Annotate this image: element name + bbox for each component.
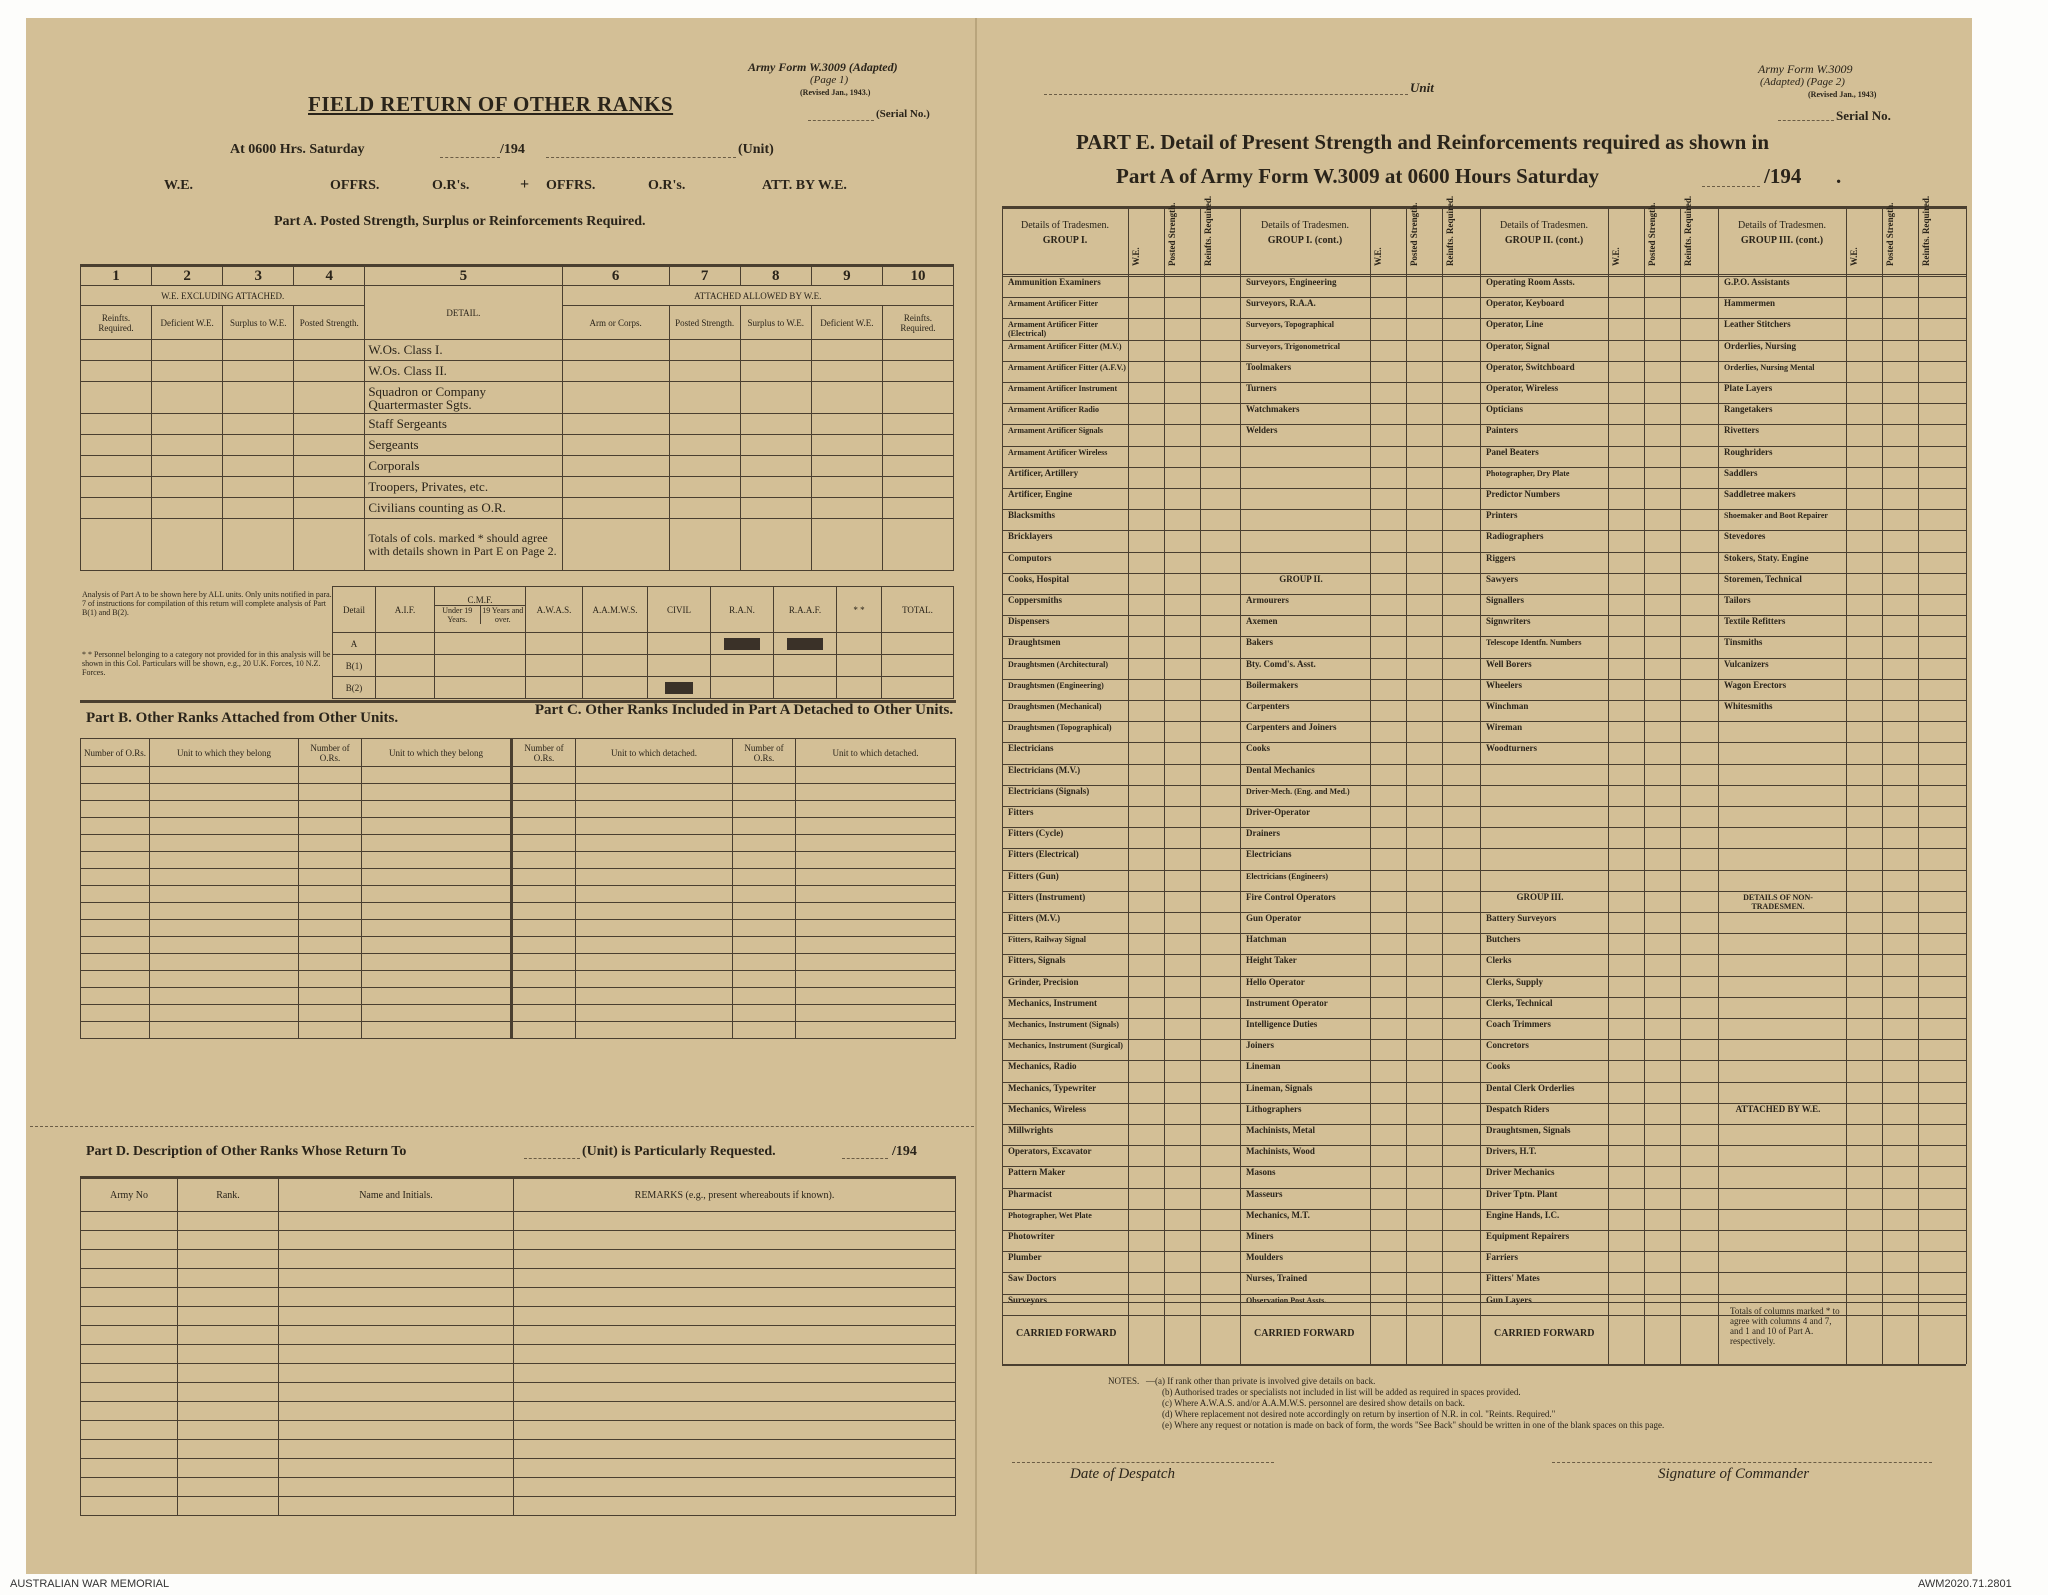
part-e-year: /194 [1764, 164, 1802, 188]
trade-row: Rivetters [1724, 425, 1759, 436]
detail-row: W.Os. Class II. [81, 361, 954, 382]
trade-row: Tinsmiths [1724, 637, 1763, 648]
trade-row: Plate Layers [1724, 383, 1773, 393]
group-header: Details of Tradesmen. GROUP II. (cont.) [1499, 220, 1589, 246]
trade-row: Armament Artificer Signals [1008, 426, 1103, 436]
group-label: ATTACHED BY W.E. [1735, 1103, 1821, 1114]
trade-row: Driver Tptn. Plant [1486, 1188, 1558, 1199]
totals-note: Totals of columns marked * to agree with columns 4 and 7, and 1 and 10 of Part A. respectively. [1730, 1306, 1840, 1346]
detail-row: Civilians counting as O.R. [81, 498, 954, 519]
trade-row: Drivers, H.T. [1486, 1146, 1537, 1157]
sub-header: Posted Strength. [1167, 202, 1177, 266]
offrs-label-2: OFFRS. [546, 178, 596, 193]
trade-row: Nurses, Trained [1246, 1273, 1308, 1284]
trade-row: Lineman [1246, 1061, 1281, 1072]
trade-row: Electricians (M.V.) [1008, 764, 1081, 775]
trade-row: Joiners [1246, 1040, 1274, 1051]
trade-row: Plumber [1008, 1252, 1042, 1263]
trade-row: Operator, Keyboard [1486, 298, 1565, 309]
trade-row: Wheelers [1486, 679, 1522, 690]
trade-row: Masons [1246, 1167, 1276, 1178]
carried-forward-3: CARRIED FORWARD [1494, 1328, 1595, 1339]
trade-row: Fitters (M.V.) [1008, 913, 1061, 923]
analysis-note: Analysis of Part A to be shown here by ALL units. Only units notified in para. 7 of instructions for compilation of this return will complete analysis of Part B(1) and B(2). [82, 590, 332, 617]
trade-row: Surveyors, Topographical [1246, 320, 1335, 330]
trade-row: Electricians (Signals) [1008, 785, 1090, 796]
trade-row: Stokers, Staty. Engine [1724, 552, 1809, 563]
trade-row: Machinists, Wood [1246, 1146, 1315, 1157]
analysis-table: Detail A.I.F. C.M.F. Under 19 Years. 19 Years and over. A.W.A.S. A.A.M.W.S. CIVIL R.A.N. R.A.A.F. * * TOTAL. A B(1) B(2) [332, 586, 954, 699]
trade-row: Carpenters and Joiners [1246, 722, 1337, 733]
trade-row: Clerks, Technical [1486, 997, 1553, 1008]
notes-label: NOTES. [1108, 1376, 1140, 1386]
sub-header: Posted Strength. [1647, 202, 1657, 266]
trade-row: Turners [1246, 383, 1277, 393]
trade-row: Hatchman [1246, 934, 1287, 945]
part-b-title: Part B. Other Ranks Attached from Other Units. [86, 710, 399, 726]
trade-row: Farriers [1486, 1252, 1518, 1263]
trade-row: Drainers [1246, 828, 1280, 839]
trade-row: Height Taker [1246, 955, 1297, 966]
form-id-p2: Army Form W.3009 [1758, 62, 1853, 76]
trade-row: Armourers [1246, 595, 1289, 605]
carried-forward-1: CARRIED FORWARD [1016, 1328, 1117, 1339]
trade-row: Saddletree makers [1724, 489, 1796, 499]
trade-row: Draughtsmen (Architectural) [1008, 659, 1109, 669]
trade-row: Axemen [1246, 616, 1278, 627]
detail-row: Corporals [81, 456, 954, 477]
trade-row: Radiographers [1486, 531, 1544, 542]
sub-header: W.E. [1611, 247, 1621, 266]
carried-forward-2: CARRIED FORWARD [1254, 1328, 1355, 1339]
trade-row: Bricklayers [1008, 531, 1053, 542]
trade-row: Winchman [1486, 701, 1529, 711]
part-d-mid: (Unit) is Particularly Requested. [582, 1144, 776, 1159]
serial-label: (Serial No.) [876, 108, 930, 120]
group-label: GROUP III. [1516, 891, 1564, 902]
trade-row: Sawyers [1486, 573, 1518, 584]
trade-row: Toolmakers [1246, 361, 1292, 372]
trade-row: Lineman, Signals [1246, 1082, 1313, 1093]
redaction-block [665, 682, 693, 694]
trade-row: Signallers [1486, 595, 1525, 605]
sub-header: Reinfts. Required. [1203, 195, 1213, 266]
trade-row: Miners [1246, 1231, 1274, 1241]
trade-row: Gun Operator [1246, 913, 1302, 923]
part-d-table: Army No Rank. Name and Initials. REMARKS (e.g., present whereabouts if known). [80, 1176, 956, 1516]
trade-row: Armament Artificer Fitter (Electrical) [1008, 320, 1098, 339]
trade-row: Cooks [1246, 743, 1271, 754]
we-label: W.E. [164, 178, 194, 193]
ors-label-1: O.R's. [432, 178, 470, 193]
footer-left: AUSTRALIAN WAR MEMORIAL [10, 1578, 170, 1590]
detail-row: Squadron or Company Quartermaster Sgts. [81, 382, 954, 414]
trade-row: Gun Layers [1486, 1294, 1532, 1305]
trade-row: Carpenters [1246, 701, 1290, 711]
trade-row: Bty. Comd's. Asst. [1246, 658, 1316, 669]
trade-row: Printers [1486, 510, 1518, 521]
trade-row: Fitters (Cycle) [1008, 828, 1064, 839]
trade-row: Saddlers [1724, 467, 1758, 478]
trade-row: Fitters [1008, 807, 1034, 817]
trade-row: Dispensers [1008, 616, 1050, 627]
trade-row: Fire Control Operators [1246, 891, 1336, 902]
sub-header: Reinfts. Required. [1445, 195, 1455, 266]
trade-row: Armament Artificer Fitter (A.F.V.) [1008, 362, 1126, 372]
detail-row: Staff Sergeants [81, 414, 954, 435]
part-d-title: Part D. Description of Other Ranks Whose Return To [86, 1144, 407, 1159]
revised-label-p2: (Revised Jan., 1943) [1808, 90, 1877, 99]
redaction-block [724, 638, 760, 650]
trade-row: Riggers [1486, 552, 1516, 563]
analysis-note-2: * * Personnel belonging to a category not provided for in this analysis will be shown in this Col. Particulars will be shown, e.g., 20 U.K. Forces, 10 N.Z. Forces. [82, 650, 331, 677]
trade-row: Signwriters [1486, 616, 1531, 627]
trade-row: Ammunition Examiners [1008, 277, 1101, 287]
trade-row: Fitters (Instrument) [1008, 891, 1086, 902]
signature-of-commander: Signature of Commander [1658, 1466, 1810, 1482]
part-bc-table: Number of O.Rs. Unit to which they belong Number of O.Rs. Unit to which they belong Number of O.Rs. Unit to which detached. Number of O.Rs. Unit to which detached. [80, 738, 956, 1039]
trade-row: Moulders [1246, 1252, 1283, 1263]
year-field: /194 [500, 142, 525, 157]
form-id: Army Form W.3009 (Adapted) [748, 60, 898, 74]
trade-row: Mechanics, Instrument (Signals) [1008, 1020, 1119, 1029]
trade-row: Operator, Signal [1486, 340, 1550, 351]
trade-row: Draughtsmen, Signals [1486, 1125, 1571, 1135]
trade-row: Cooks, Hospital [1008, 573, 1070, 584]
trade-row: Bakers [1246, 637, 1273, 648]
trade-row: Draughtsmen (Topographical) [1008, 723, 1112, 733]
attached-header: ATTACHED ALLOWED BY W.E. [562, 286, 953, 306]
redaction-block [787, 638, 823, 650]
totals-row: Totals of cols. marked * should agree with details shown in Part E on Page 2. [81, 519, 954, 571]
trade-row: Pharmacist [1008, 1188, 1052, 1199]
trade-row: Masseurs [1246, 1188, 1283, 1199]
group-label: GROUP II. [1279, 573, 1323, 584]
trade-row: Mechanics, Typewriter [1008, 1082, 1097, 1093]
sub-header: Posted Strength. [1409, 202, 1419, 266]
trade-row: Fitters (Gun) [1008, 870, 1059, 881]
trade-row: Woodturners [1486, 743, 1538, 754]
trade-row: Draughtsmen (Mechanical) [1008, 702, 1102, 711]
date-of-despatch: Date of Despatch [1070, 1466, 1175, 1482]
page-label-p2: (Adapted) (Page 2) [1760, 76, 1845, 88]
trade-row: Dental Mechanics [1246, 764, 1315, 775]
trade-row: Artificer, Artillery [1008, 467, 1079, 478]
trade-row: Telescope Identfn. Numbers [1486, 638, 1582, 648]
trade-row: Operating Room Assts. [1486, 277, 1575, 287]
trade-row: Orderlies, Nursing [1724, 340, 1796, 351]
trade-row: Rangetakers [1724, 404, 1773, 415]
trade-row: Vulcanizers [1724, 658, 1769, 669]
trade-row: Painters [1486, 425, 1518, 436]
trade-row: Driver-Mech. (Eng. and Med.) [1246, 786, 1350, 796]
serial-label-p2: Serial No. [1836, 108, 1891, 123]
trade-row: Welders [1246, 425, 1278, 436]
at-line: At 0600 Hrs. Saturday [230, 142, 365, 157]
sub-header: W.E. [1131, 247, 1141, 266]
trade-row: Surveyors, R.A.A. [1246, 298, 1316, 309]
trade-row: Opticians [1486, 404, 1524, 415]
detail-header: DETAIL. [365, 286, 562, 340]
unit-label: (Unit) [738, 142, 774, 157]
trade-row: Mechanics, Instrument [1008, 997, 1097, 1008]
trade-row: Textile Refitters [1724, 616, 1786, 627]
trade-row: Blacksmiths [1008, 510, 1056, 521]
trade-row: Roughriders [1724, 446, 1773, 457]
trade-row: Instrument Operator [1246, 997, 1328, 1008]
ors-label-2: O.R's. [648, 178, 686, 193]
trade-row: Watchmakers [1246, 404, 1300, 415]
part-e-title-2: Part A of Army Form W.3009 at 0600 Hours Saturday [1116, 164, 1599, 188]
trade-row: Intelligence Duties [1246, 1019, 1318, 1029]
trade-row: Concretors [1486, 1040, 1529, 1051]
trade-row: Fitters, Signals [1008, 955, 1066, 966]
group-header: Details of Tradesmen. GROUP III. (cont.) [1737, 220, 1827, 246]
trade-row: Stevedores [1724, 531, 1766, 542]
sub-header: W.E. [1373, 247, 1383, 266]
trade-row: Electricians [1008, 743, 1054, 754]
sub-header: W.E. [1849, 247, 1859, 266]
page-label: (Page 1) [810, 74, 849, 86]
sub-header: Posted Strength. [1885, 202, 1895, 266]
trade-row: Battery Surveyors [1486, 913, 1557, 923]
trade-row: Armament Artificer Fitter (M.V.) [1008, 341, 1122, 351]
trade-row: Clerks, Supply [1486, 976, 1544, 987]
trade-row: G.P.O. Assistants [1724, 277, 1790, 287]
center-fold [975, 18, 977, 1574]
part-e-title-1: PART E. Detail of Present Strength and Reinforcements required as shown in [1076, 130, 1770, 154]
trade-row: Grinder, Precision [1008, 976, 1079, 987]
trade-row: Hammermen [1724, 298, 1775, 309]
trade-row: Predictor Numbers [1486, 489, 1560, 499]
trade-row: Operator, Switchboard [1486, 361, 1575, 372]
trade-row: Computors [1008, 552, 1052, 563]
att-label: ATT. BY W.E. [762, 178, 847, 193]
trade-row: Wireman [1486, 722, 1523, 733]
trade-row: Surveyors, Trigonometrical [1246, 341, 1340, 351]
sub-header: Reinfts. Required. [1683, 195, 1693, 266]
trade-row: Wagon Erectors [1724, 679, 1787, 690]
page-title: FIELD RETURN OF OTHER RANKS [308, 92, 674, 116]
trade-row: Operators, Excavator [1008, 1146, 1092, 1157]
trade-row: Photographer, Dry Plate [1486, 468, 1570, 478]
trade-row: Storemen, Technical [1724, 573, 1802, 584]
trade-row: Mechanics, Radio [1008, 1061, 1077, 1072]
trade-row: Draughtsmen [1008, 637, 1061, 648]
trade-row: Lithographers [1246, 1103, 1302, 1114]
revised-label: (Revised Jan., 1943.) [800, 88, 871, 97]
group-header: Details of Tradesmen. GROUP I. (cont.) [1260, 220, 1350, 246]
unit-label-p2: Unit [1410, 80, 1434, 95]
detail-row: Sergeants [81, 435, 954, 456]
trade-row: Fitters (Electrical) [1008, 849, 1079, 860]
trade-row: Machinists, Metal [1246, 1125, 1315, 1135]
trade-row: Operator, Wireless [1486, 383, 1559, 393]
trade-row: Armament Artificer Wireless [1008, 447, 1108, 457]
trade-row: Millwrights [1008, 1125, 1053, 1135]
trade-row: Despatch Riders [1486, 1103, 1550, 1114]
trade-row: Dental Clerk Orderlies [1486, 1082, 1575, 1093]
trade-row: Pattern Maker [1008, 1167, 1066, 1178]
footer-right: AWM2020.71.2801 [1918, 1578, 2012, 1590]
trade-row: Mechanics, Instrument (Surgical) [1008, 1041, 1123, 1051]
part-a-table: 1 2 3 4 5 6 7 8 9 10 W.E. EXCLUDING ATTACHED. DETAIL. ATTACHED ALLOWED BY W.E. Reinfts. Required. Deficient W.E. Surplus to W.E. Posted Strength. Arm or Corps. Posted Strength. Surplus to W.E. Deficient W.E. Reinfts. Required. W.Os. Class I. W.Os. Class II. Squadron or Company Quartermaster Sgts. Staff Sergeants Sergeants Corporals Troopers, Privates, etc. Civilians counting as O.R. Totals of cols. marked * should agree with details shown in Part E on Page 2. [80, 264, 954, 571]
trade-row: Clerks [1486, 955, 1512, 966]
trade-row: Tailors [1724, 595, 1751, 605]
plus-sign: + [520, 176, 530, 193]
trade-row: Armament Artificer Radio [1008, 405, 1099, 415]
we-excluding-header: W.E. EXCLUDING ATTACHED. [81, 286, 365, 306]
trade-row: Electricians [1246, 849, 1292, 860]
trade-row: Whitesmiths [1724, 701, 1773, 711]
trade-row: Driver Mechanics [1486, 1167, 1555, 1178]
notes-block: —(a) If rank other than private is involved give details on back. (b) Authorised trades or specialists not included in list will be added as required in spaces provided. (c) Where A.W.A.S. and/or A.A.M.W.S. personnel are desired show details on back. (d) Where replacement not desired note accordingly on return by insertion of N.R. in col. "Reints. Required." (e) Where any request or notation is made on back of form, the words "See Back" should be written in one of the blank spaces on this page. [1146, 1376, 1665, 1430]
offrs-label-1: OFFRS. [330, 178, 380, 193]
trade-row: Coach Trimmers [1486, 1019, 1551, 1029]
trade-row: Armament Artificer Instrument [1008, 384, 1118, 393]
trade-row: Hello Operator [1246, 976, 1305, 987]
trade-row: Artificer, Engine [1008, 489, 1073, 499]
detail-row: Troopers, Privates, etc. [81, 477, 954, 498]
trade-row: Armament Artificer Fitter [1008, 299, 1099, 309]
trade-row: Engine Hands, I.C. [1486, 1209, 1560, 1220]
trade-row: Equipment Repairers [1486, 1231, 1570, 1241]
trade-row: Observation Post Assts. [1246, 1295, 1327, 1305]
part-d-year: /194 [892, 1144, 917, 1159]
trade-row: Boilermakers [1246, 679, 1298, 690]
trade-row: Operator, Line [1486, 319, 1544, 330]
trade-row: Photowriter [1008, 1231, 1055, 1241]
trade-row: Photographer, Wet Plate [1008, 1210, 1092, 1220]
trade-row: Fitters' Mates [1486, 1273, 1540, 1284]
trade-row: Surveyors, Engineering [1246, 277, 1337, 287]
trade-row: Driver-Operator [1246, 807, 1311, 817]
trade-row: Draughtsmen (Engineering) [1008, 680, 1104, 690]
trade-row: Orderlies, Nursing Mental [1724, 362, 1815, 372]
group-label: DETAILS OF NON-TRADESMEN. [1743, 892, 1813, 911]
trade-row: Cooks [1486, 1061, 1511, 1072]
trade-row: Leather Stitchers [1724, 319, 1791, 330]
trade-row: Well Borers [1486, 658, 1532, 669]
part-c-title: Part C. Other Ranks Included in Part A Detached to Other Units. [534, 702, 954, 718]
trade-row: Electricians (Engineers) [1246, 871, 1328, 881]
part-a-title: Part A. Posted Strength, Surplus or Reinforcements Required. [274, 214, 646, 229]
trade-row: Mechanics, Wireless [1008, 1103, 1086, 1114]
trade-row: Panel Beaters [1486, 446, 1539, 457]
detail-row: W.Os. Class I. [81, 340, 954, 361]
trade-row: Saw Doctors [1008, 1273, 1057, 1284]
trade-row: Butchers [1486, 934, 1521, 945]
trade-row: Surveyors [1008, 1294, 1047, 1305]
trade-row: Shoemaker and Boot Repairer [1724, 511, 1828, 521]
group-header: Details of Tradesmen. GROUP I. [1020, 220, 1110, 246]
trade-row: Coppersmiths [1008, 595, 1063, 605]
sub-header: Reinfts. Required. [1921, 195, 1931, 266]
trade-row: Fitters, Railway Signal [1008, 935, 1086, 945]
trade-row: Mechanics, M.T. [1246, 1209, 1310, 1220]
